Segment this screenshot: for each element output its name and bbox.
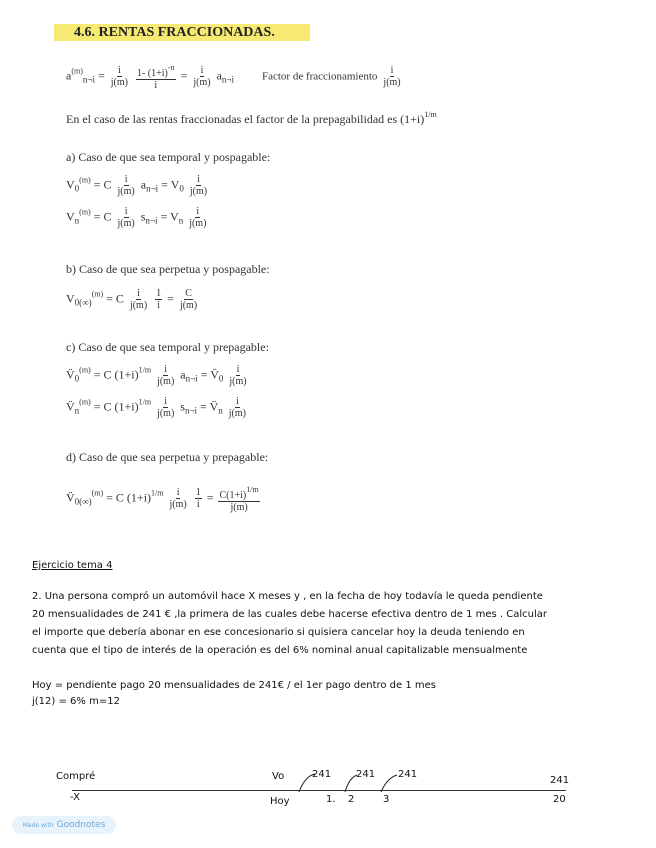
main-formula	[66, 62, 404, 91]
equals: =	[180, 68, 188, 83]
label-compre: Compré	[56, 771, 96, 782]
period-3: 3	[383, 794, 390, 805]
watermark-brand: Goodnotes	[56, 820, 106, 830]
period-1: 1.	[326, 794, 336, 805]
prepay-sup: 1/m	[424, 110, 437, 119]
label-vo: Vo	[272, 771, 285, 782]
problem-line: 2. Una persona compró un automóvil hace X meses y , en la fecha de hoy todavía le queda pendiente	[32, 591, 543, 602]
problem-line: cuenta que el tipo de interés de la operación es del 6% nominal anual capitalizable mensualmente	[32, 645, 528, 656]
watermark-prefix: Made with	[22, 822, 54, 829]
payment-2: 241	[356, 769, 376, 780]
payment-3: 241	[398, 769, 418, 780]
note-line: j(12) = 6% m=12	[32, 696, 120, 707]
annuity-sub: n¬i	[82, 74, 95, 85]
fraction: $\frac{i}{j(m)}$	[193, 65, 211, 88]
case-b-formula: $V_{0(\infty)}^{(m)} = C$ $\frac{i}{j(m)}$ $\frac{1}{i}$ = $\frac{C}{j(m)}$	[66, 288, 198, 311]
fraction: $\frac{i}{j(m)}$	[110, 65, 128, 88]
note-line: Hoy = pendiente pago 20 mensualidades de 241€ / el 1er pago dentro de 1 mes	[32, 680, 437, 691]
case-a-heading: a) Caso de que sea temporal y pospagable:	[66, 150, 271, 164]
period-2: 2	[348, 794, 355, 805]
equals: =	[97, 68, 105, 83]
goodnotes-watermark	[12, 816, 116, 834]
case-a-line2: $V_n^{(m)} = C$ $\frac{i}{j(m)}$ $s_{n\neg i} = V_n$ $\frac{i}{j(m)}$	[66, 206, 207, 229]
prepay-sentence	[66, 110, 437, 127]
annuity-sub: n¬i	[221, 74, 234, 85]
exercise-notes	[32, 678, 436, 710]
case-d-formula: $V̈_{0(\infty)}^{(m)} = C$ $(1+i)^{1/m}$ $\frac{i}{j(m)}$ $\frac{1}{i}$ = $\frac{C(1+i)^{1/m}}{j(m)}$	[66, 485, 259, 513]
period-last: 20	[553, 794, 566, 805]
label-hoy: Hoy	[270, 796, 290, 807]
annuity-symbol: a	[216, 68, 222, 83]
payment-hook	[381, 775, 397, 792]
case-c-line2: $V̈_n^{(m)} = C$ $(1+i)^{1/m}$ $\frac{i}{j(m)}$ $s_{n\neg i}$ = $V̈_n$ $\frac{i}{j(m)}$	[66, 396, 246, 419]
payment-last: 241	[550, 775, 570, 786]
case-d-heading: d) Caso de que sea perpetua y prepagable:	[66, 450, 269, 464]
exercise-problem	[32, 588, 547, 660]
exercise-title: Ejercicio tema 4	[32, 560, 113, 571]
label-minus-x: -X	[70, 792, 80, 803]
case-c-line1: $V̈_0^{(m)} = C$ $(1+i)^{1/m}$ $\frac{i}{j(m)}$ $a_{n\neg i}$ = $V̈_0$ $\frac{i}{j(m)}$	[66, 364, 247, 387]
fraction: $\frac{1- (1+i)^{-n}}{i}$	[136, 63, 175, 91]
factor-label: Factor de fraccionamiento	[261, 70, 378, 83]
annuity-symbol: a	[66, 68, 72, 83]
case-a-line1: $V_0^{(m)} = C$ $\frac{i}{j(m)}$ $a_{n\neg i} = V_0$ $\frac{i}{j(m)}$	[66, 174, 208, 197]
prepay-text: En el caso de las rentas fraccionadas el factor de la prepagabilidad es (1+i)	[66, 112, 425, 126]
section-title: 4.6. RENTAS FRACCIONADAS.	[54, 24, 310, 41]
payment-1: 241	[312, 769, 332, 780]
problem-line: el importe que debería abonar en ese concesionario si quisiera cancelar hoy la deuda teniendo en	[32, 627, 525, 638]
factor-fraction: $\frac{i}{j(m)}$	[383, 65, 401, 88]
problem-line: 20 mensualidades de 241 € ,la primera de las cuales debe hacerse efectiva dentro de 1 mes . Calcular	[32, 609, 548, 620]
annuity-sup: (m)	[71, 66, 83, 76]
case-c-heading: c) Caso de que sea temporal y prepagable:	[66, 340, 269, 354]
case-b-heading: b) Caso de que sea perpetua y pospagable:	[66, 262, 270, 276]
